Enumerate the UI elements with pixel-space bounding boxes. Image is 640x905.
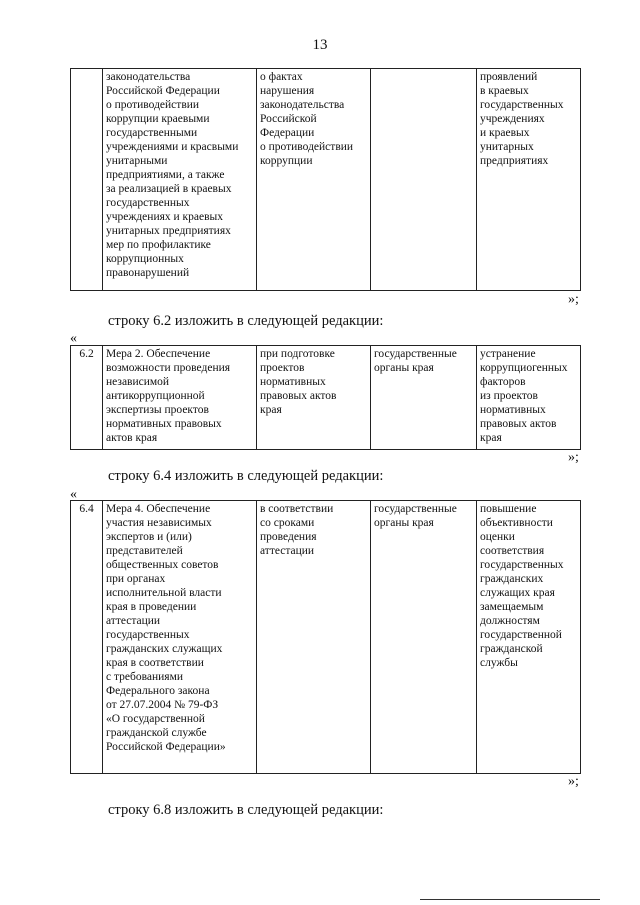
cell-line: Российской Федерации» (106, 741, 226, 753)
closing-quote: »; (568, 450, 579, 465)
cell-line: нарушения (260, 85, 315, 97)
table-continuation (70, 68, 581, 291)
page-number: 13 (312, 37, 328, 53)
table-row-6-4 (70, 500, 581, 774)
table-row-6-2 (70, 345, 581, 450)
cell-line: нормативных (480, 404, 546, 416)
cell-line: замещаемым (480, 601, 544, 613)
cell-line: края в соответствии (106, 657, 204, 669)
opening-quote: « (70, 487, 77, 502)
cell-line: унитарными (106, 155, 168, 167)
cell-line: «О государственной (106, 713, 205, 725)
cell-line: государственных (480, 559, 564, 571)
cell-line: о противодействии (260, 141, 354, 153)
cell-term (257, 501, 371, 774)
cell-line: органы края (374, 362, 434, 374)
cell-line: государственных (106, 197, 190, 209)
cell-line: Российской Федерации (106, 85, 220, 97)
cell-line: Мера 2. Обеспечение (106, 348, 211, 360)
cell-result (477, 69, 581, 291)
cell-term (257, 346, 371, 450)
cell-line: гражданских (480, 573, 544, 585)
paragraph-row-6-2: строку 6.2 изложить в следующей редакции: (108, 313, 384, 329)
cell-line: проявлений (480, 71, 538, 83)
table-row (71, 501, 581, 774)
cell-line: Мера 4. Обеспечение (106, 503, 211, 515)
opening-quote: « (70, 331, 77, 346)
cell-line: унитарных (480, 141, 534, 153)
cell-line: актов края (106, 432, 158, 444)
cell-line: о фактах (260, 71, 303, 83)
cell-line: службы (480, 657, 518, 669)
cell-line: в краевых (480, 85, 529, 97)
cell-line: со сроками (260, 517, 315, 529)
cell-measure (103, 501, 257, 774)
cell-line: Федерального закона (106, 685, 210, 697)
cell-line: с требованиями (106, 671, 184, 683)
cell-line: за реализацией в краевых (106, 183, 232, 195)
cell-line: правонарушений (106, 267, 190, 279)
cell-line: унитарных предприятиях (106, 225, 231, 237)
cell-line: мер по профилактике (106, 239, 211, 251)
cell-line: проведения (260, 531, 317, 543)
cell-executor (371, 346, 477, 450)
cell-line: коррупциогенных (480, 362, 568, 374)
cell-line: проектов (260, 362, 305, 374)
cell-number (71, 346, 103, 450)
closing-quote: »; (568, 774, 579, 789)
cell-line: органы края (374, 517, 434, 529)
cell-line: общественных советов (106, 559, 219, 571)
cell-line: правовых актов (260, 390, 337, 402)
cell-line: края в проведении (106, 601, 197, 613)
cell-line: гражданских служащих (106, 643, 223, 655)
paragraph-row-6-8: строку 6.8 изложить в следующей редакции: (108, 802, 384, 818)
cell-line: повышение (480, 503, 537, 515)
cell-line: устранение (480, 348, 536, 360)
cell-line: предприятиях (480, 155, 549, 167)
cell-line: экспертов и (или) (106, 531, 192, 543)
cell-line: Российской (260, 113, 317, 125)
cell-line: предприятиями, а также (106, 169, 225, 181)
cell-line: возможности проведения (106, 362, 231, 374)
cell-result (477, 501, 581, 774)
cell-line: соответствия (480, 545, 545, 557)
cell-line: законодательства (106, 71, 191, 83)
cell-line: при органах (106, 573, 166, 585)
cell-line: края (260, 404, 282, 416)
cell-line: правовых актов (480, 418, 557, 430)
cell-term (257, 69, 371, 291)
cell-executor (371, 501, 477, 774)
cell-line: нормативных правовых (106, 418, 222, 430)
paragraph-row-6-4: строку 6.4 изложить в следующей редакции: (108, 468, 384, 484)
table-row (71, 346, 581, 450)
cell-line: края (480, 432, 502, 444)
cell-line: гражданской (480, 643, 543, 655)
cell-line: исполнительной власти (106, 587, 222, 599)
cell-line: коррупционных (106, 253, 184, 265)
cell-line: коррупции (260, 155, 313, 167)
footer-rule (420, 899, 600, 900)
cell-line: факторов (480, 376, 526, 388)
cell-line: аттестации (106, 615, 161, 627)
cell-measure (103, 346, 257, 450)
cell-executor (371, 69, 477, 291)
cell-number (71, 501, 103, 774)
cell-line: 6.2 (79, 348, 94, 360)
cell-line: государственной (480, 629, 562, 641)
table-row (71, 69, 581, 291)
cell-line: и краевых (480, 127, 530, 139)
cell-line: государственные (374, 503, 457, 515)
cell-line: нормативных (260, 376, 326, 388)
cell-line: участия независимых (106, 517, 212, 529)
cell-line: учреждениях и краевых (106, 211, 223, 223)
cell-line: должностям (480, 615, 540, 627)
cell-line: оценки (480, 531, 515, 543)
cell-line: из проектов (480, 390, 538, 402)
cell-line: при подготовке (260, 348, 335, 360)
cell-line: 6.4 (79, 503, 94, 515)
closing-quote: »; (568, 292, 579, 307)
cell-line: государственными (106, 127, 198, 139)
cell-line: государственные (374, 348, 457, 360)
cell-line: антикоррупционной (106, 390, 205, 402)
cell-line: служащих края (480, 587, 555, 599)
cell-result (477, 346, 581, 450)
cell-line: государственных (106, 629, 190, 641)
cell-line: коррупции краевыми (106, 113, 210, 125)
cell-line: учреждениями и красвыми (106, 141, 239, 153)
cell-line: от 27.07.2004 № 79-ФЗ (106, 699, 219, 711)
cell-line: законодательства (260, 99, 345, 111)
cell-measure (103, 69, 257, 291)
cell-line: в соответствии (260, 503, 334, 515)
cell-line: объективности (480, 517, 553, 529)
cell-line: государственных (480, 99, 564, 111)
cell-line: учреждениях (480, 113, 545, 125)
cell-line: Федерации (260, 127, 315, 139)
cell-line: независимой (106, 376, 170, 388)
cell-line: представителей (106, 545, 183, 557)
cell-line: о противодействии (106, 99, 200, 111)
cell-line: аттестации (260, 545, 315, 557)
cell-line: гражданской службе (106, 727, 207, 739)
cell-number (71, 69, 103, 291)
cell-line: экспертизы проектов (106, 404, 209, 416)
